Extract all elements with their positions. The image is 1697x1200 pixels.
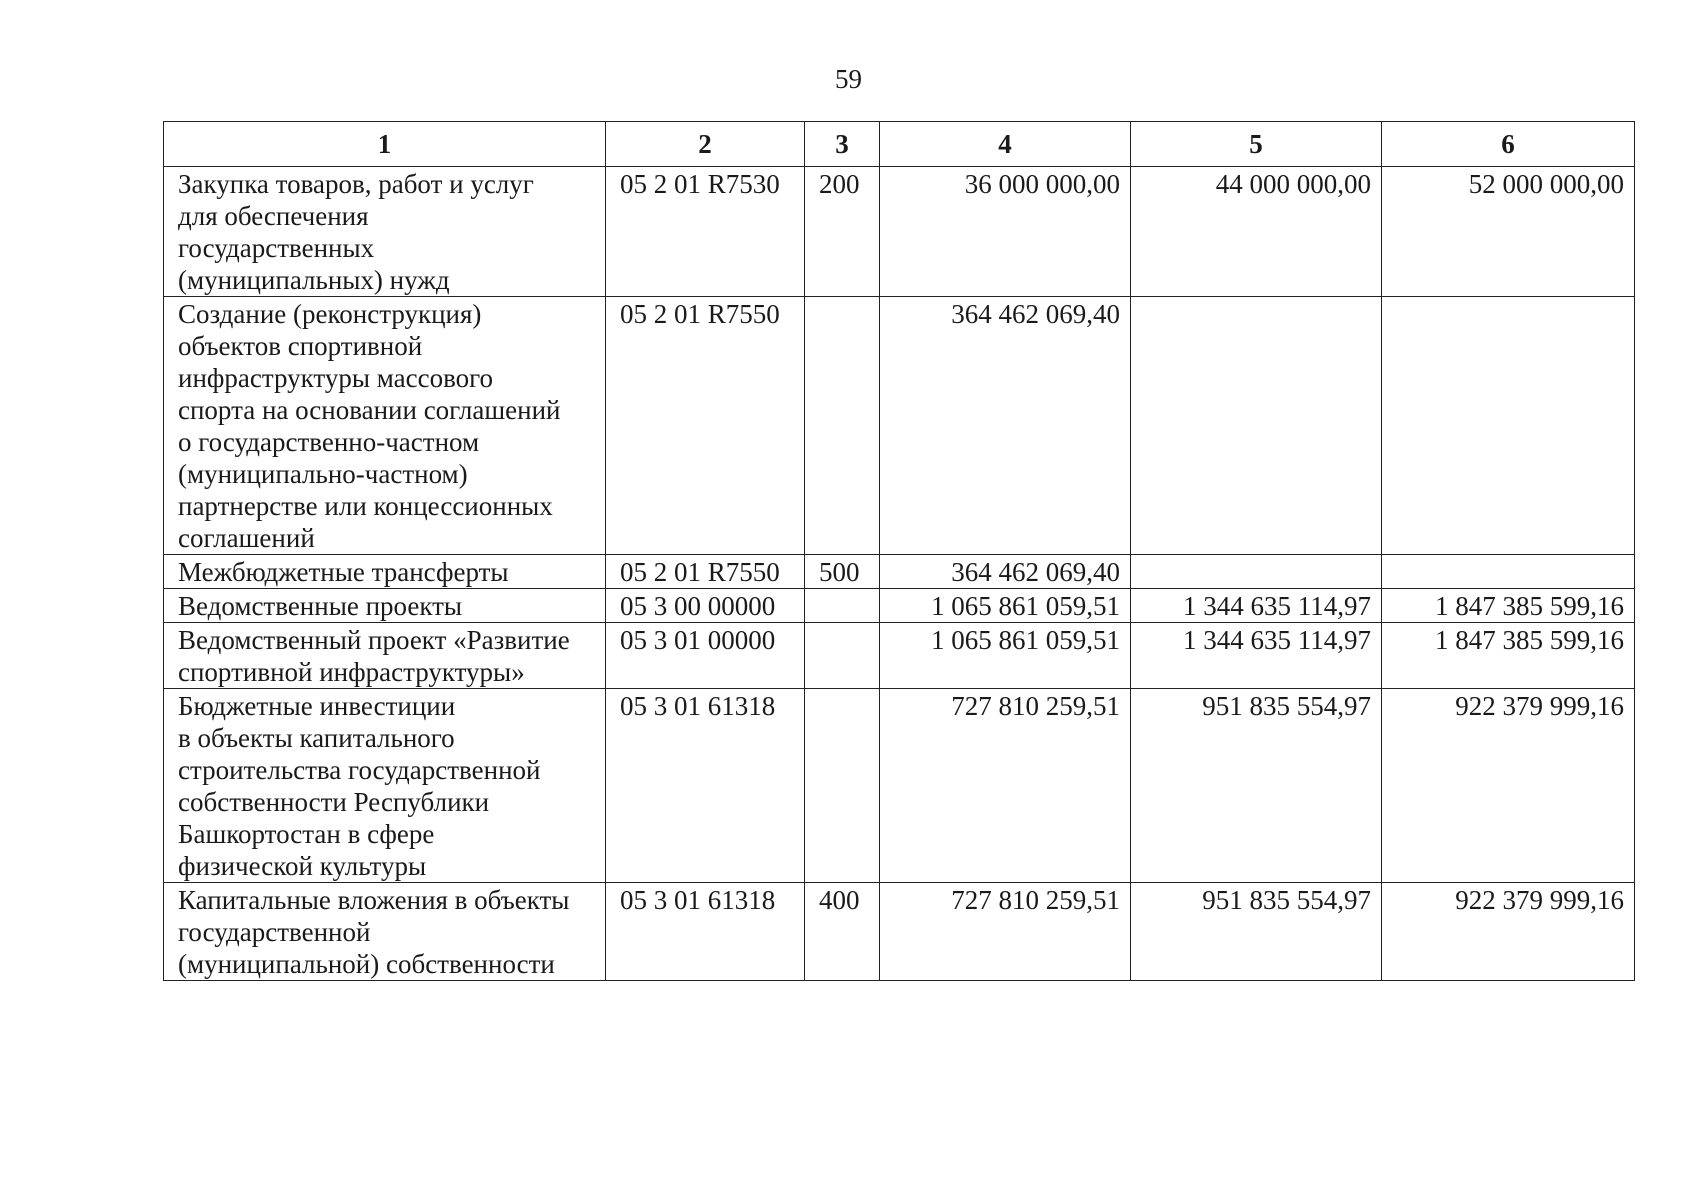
cell-name-line: Бюджетные инвестиции [178,691,456,721]
header-col-6: 6 [1382,122,1635,167]
cell-value-5: 951 835 554,97 [1131,883,1382,981]
cell-value-4: 1 065 861 059,51 [880,589,1131,623]
cell-name-line: государственной [178,917,371,947]
cell-value-6 [1382,297,1635,555]
cell-value-6: 1 847 385 599,16 [1382,623,1635,689]
cell-type [805,589,880,623]
cell-name [164,589,606,623]
header-row [164,122,1635,167]
cell-name [164,297,606,555]
cell-code: 05 3 01 61318 [606,883,805,981]
cell-name-line: соглашений [178,523,315,553]
cell-name-line: спортивной инфраструктуры» [178,657,525,687]
cell-name-line: физической культуры [178,851,427,881]
cell-code: 05 2 01 R7530 [606,167,805,297]
cell-name-line: (муниципальных) нужд [178,265,450,295]
cell-name-line: инфраструктуры массового [178,363,494,393]
cell-type: 500 [805,555,880,589]
cell-name [164,883,606,981]
cell-name-line: Закупка товаров, работ и услуг [178,169,534,199]
cell-value-5 [1131,555,1382,589]
header-col-5: 5 [1131,122,1382,167]
budget-table [163,121,1635,981]
cell-code: 05 3 01 61318 [606,689,805,883]
cell-value-5 [1131,297,1382,555]
table-row [164,623,1635,689]
header-col-4: 4 [880,122,1131,167]
cell-value-4: 1 065 861 059,51 [880,623,1131,689]
cell-value-6: 1 847 385 599,16 [1382,589,1635,623]
cell-value-4: 364 462 069,40 [880,297,1131,555]
header-col-1: 1 [164,122,606,167]
table-row [164,555,1635,589]
cell-type [805,297,880,555]
cell-name-line: объектов спортивной [178,331,423,361]
cell-name-line: Башкортостан в сфере [178,819,435,849]
cell-type: 400 [805,883,880,981]
cell-name-line: Межбюджетные трансферты [178,557,509,587]
header-col-2: 2 [606,122,805,167]
cell-name-line: Ведомственные проекты [178,591,463,621]
cell-name-line: собственности Республики [178,787,490,817]
cell-type [805,689,880,883]
cell-name [164,689,606,883]
cell-code: 05 2 01 R7550 [606,555,805,589]
table-row [164,689,1635,883]
cell-value-4: 36 000 000,00 [880,167,1131,297]
cell-name-line: в объекты капитального [178,723,455,753]
header-col-3: 3 [805,122,880,167]
cell-type [805,623,880,689]
cell-name-line: Ведомственный проект «Развитие [178,625,570,655]
cell-type: 200 [805,167,880,297]
cell-name-line: государственных [178,233,375,263]
cell-name-line: Создание (реконструкция) [178,299,482,329]
table-row [164,167,1635,297]
cell-value-5: 1 344 635 114,97 [1131,589,1382,623]
cell-name-line: (муниципальной) собственности [178,949,555,979]
cell-name [164,555,606,589]
cell-name-line: (муниципально-частном) [178,459,468,489]
cell-value-6: 52 000 000,00 [1382,167,1635,297]
cell-name-line: Капитальные вложения в объекты [178,885,570,915]
cell-name-line: для обеспечения [178,201,369,231]
page-number: 59 [835,64,862,94]
cell-value-4: 727 810 259,51 [880,883,1131,981]
cell-value-4: 727 810 259,51 [880,689,1131,883]
cell-name-line: партнерстве или концессионных [178,491,553,521]
cell-code: 05 3 00 00000 [606,589,805,623]
cell-code: 05 2 01 R7550 [606,297,805,555]
cell-name [164,623,606,689]
cell-name-line: спорта на основании соглашений [178,395,561,425]
cell-value-5: 44 000 000,00 [1131,167,1382,297]
cell-name-line: строительства государственной [178,755,541,785]
table-body [164,167,1635,981]
table-row [164,883,1635,981]
table-row [164,589,1635,623]
table-row [164,297,1635,555]
cell-value-4: 364 462 069,40 [880,555,1131,589]
cell-name-line: о государственно-частном [178,427,480,457]
cell-name [164,167,606,297]
cell-value-5: 951 835 554,97 [1131,689,1382,883]
cell-code: 05 3 01 00000 [606,623,805,689]
cell-value-5: 1 344 635 114,97 [1131,623,1382,689]
cell-value-6: 922 379 999,16 [1382,883,1635,981]
cell-value-6: 922 379 999,16 [1382,689,1635,883]
cell-value-6 [1382,555,1635,589]
